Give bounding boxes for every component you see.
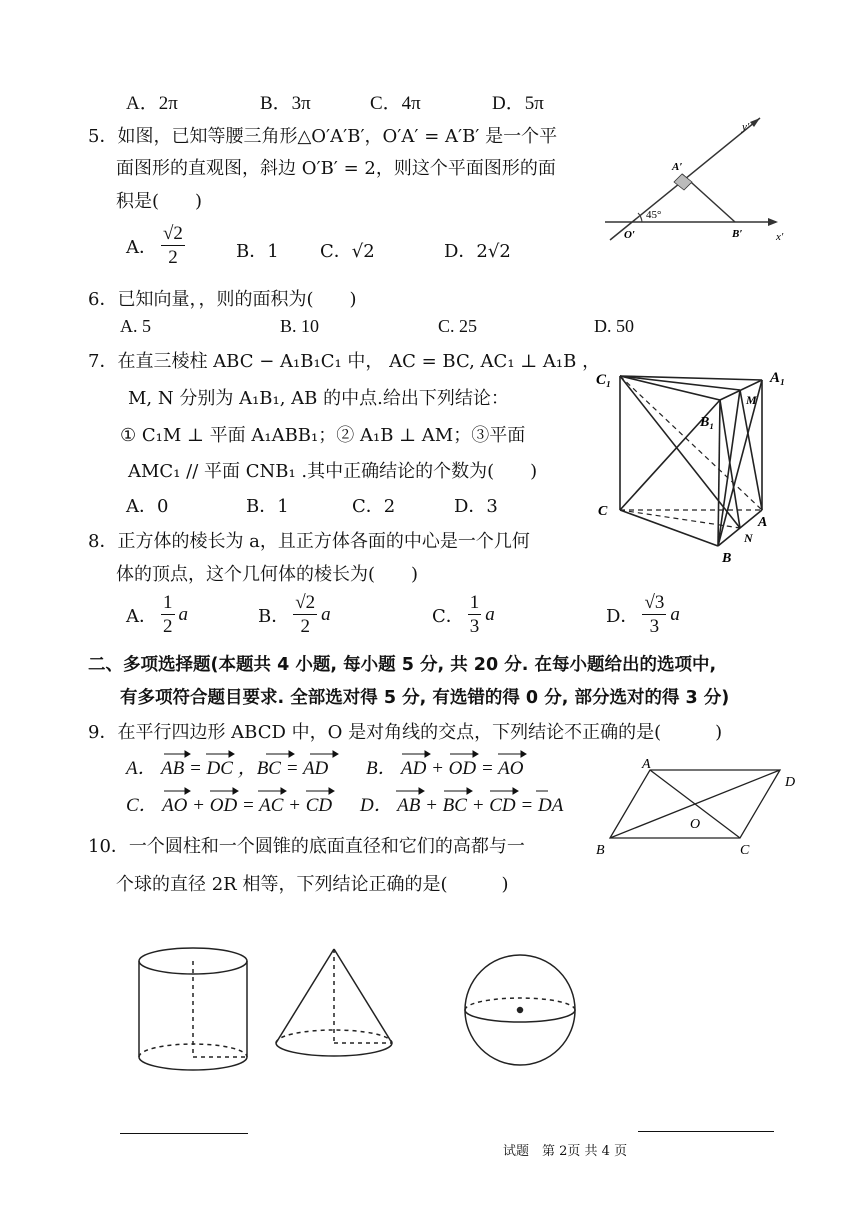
q9-option-c: C． AO + OD = AC + CD	[126, 795, 333, 816]
q5-option-a-label: A．	[126, 236, 157, 258]
q8-option-d-denominator: 3	[649, 616, 660, 637]
q8-option-b-denominator: 2	[300, 616, 310, 637]
q4-option-d: D．5π	[492, 93, 544, 114]
label-c: C	[740, 843, 750, 858]
label-a: A	[758, 515, 768, 530]
q6-option-c: C. 25	[438, 316, 478, 336]
q8-option-b-numerator: √2	[295, 592, 316, 613]
label-c: C	[598, 504, 608, 519]
edge-cb	[620, 510, 718, 546]
label-m: M	[746, 393, 757, 407]
q8-option-d-numerator: √3	[644, 592, 665, 613]
q9-vector-arrows-row-1	[160, 748, 540, 760]
section-2-heading-line-1: 二、多项选择题(本题共 4 小题, 每小题 5 分, 共 20 分. 在每小题给出的选项中,	[88, 655, 717, 675]
q8-option-c	[432, 593, 495, 636]
q10-line-2: 个球的直径 2R 相等，下列结论正确的是( )	[116, 874, 509, 895]
footer-rule-left	[120, 1133, 248, 1134]
q4-option-b: B．3π	[260, 93, 311, 114]
label-o: O′	[624, 229, 636, 241]
q9-option-d: D． AB + BC + CD = DA	[360, 795, 564, 816]
q9-option-b: B． AD + OD = AO	[366, 758, 524, 779]
q8-line-1: 8．正方体的棱长为 a，且正方体各面的中心是一个几何	[88, 531, 530, 552]
q8-option-a-variable: a	[178, 603, 188, 625]
q8-option-c-denominator: 3	[469, 616, 480, 637]
q8-option-a	[126, 593, 188, 636]
edge-bb1	[718, 400, 720, 546]
q10-solids-figure	[120, 935, 590, 1075]
q8-option-b-label: B．	[258, 605, 290, 627]
q5-option-d: D．2√2	[444, 241, 511, 262]
footer-rule-right	[638, 1131, 774, 1132]
q9-parallelogram-figure	[590, 758, 805, 858]
label-c1: C₁	[596, 372, 612, 388]
label-n: N	[744, 531, 753, 545]
label-a: A	[642, 758, 651, 772]
q5-line-3: 积是( )	[116, 191, 203, 212]
q6-option-a: A. 5	[120, 316, 151, 336]
q8-option-a-numerator: 1	[163, 592, 173, 613]
q10-line-1: 10．一个圆柱和一个圆锥的底面直径和它们的高都与一	[88, 836, 525, 857]
q5-option-b: B．1	[236, 241, 279, 262]
q9-vector-arrows-row-2	[160, 785, 550, 797]
q7-option-a: A．0	[126, 496, 169, 517]
q5-option-a-denominator: 2	[168, 247, 178, 268]
q8-option-d-label: D．	[606, 605, 639, 627]
q5-option-c: C．√2	[320, 241, 375, 262]
q8-option-c-numerator: 1	[469, 592, 480, 613]
q4-option-a: A．2π	[126, 93, 178, 114]
q8-option-c-variable: a	[485, 603, 495, 625]
q4-option-c: C．4π	[370, 93, 421, 114]
page-footer: 试题 第 2页 共 4 页	[503, 1144, 628, 1159]
q5-option-a-numerator: √2	[163, 223, 183, 244]
q9-option-a: A． AB = DC ，BC = AD	[126, 758, 329, 779]
section-2-heading-line-2: 有多项符合题目要求. 全部选对得 5 分, 有选错的得 0 分, 部分选对的得 3 分)	[120, 688, 730, 708]
label-b: B	[596, 843, 605, 858]
q8-option-d	[606, 593, 680, 636]
q8-option-c-label: C．	[432, 605, 464, 627]
q6-option-d: D. 50	[594, 316, 634, 336]
q8-option-d-variable: a	[670, 603, 680, 625]
q5-line-2: 面图形的直观图，斜边 O′B′ = 2，则这个平面图形的面	[116, 158, 556, 179]
q5-line-1: 5．如图，已知等腰三角形△O′A′B′，O′A′ = A′B′ 是一个平	[88, 126, 558, 147]
q8-option-a-label: A．	[126, 605, 157, 627]
q7-line-4: AMC₁ // 平面 CNB₁ .其中正确结论的个数为( )	[128, 461, 538, 482]
q8-line-2: 体的顶点，这个几何体的棱长为( )	[116, 564, 419, 585]
label-d: D	[785, 775, 796, 790]
q9-line-1: 9．在平行四边形 ABCD 中，O 是对角线的交点，下列结论不正确的是( )	[88, 722, 723, 743]
q7-option-d: D．3	[454, 496, 498, 517]
label-x: x′	[776, 231, 784, 243]
q8-option-a-denominator: 2	[163, 616, 173, 637]
label-b: B′	[732, 228, 743, 240]
q5-option-a	[126, 224, 189, 267]
q6-line-1: 6．已知向量，，则的面积为( )	[88, 289, 357, 310]
q7-option-c: C．2	[352, 496, 396, 517]
q5-figure	[600, 110, 800, 250]
cylinder	[139, 948, 247, 1070]
label-y: y′	[742, 121, 750, 133]
label-b: B	[722, 551, 732, 566]
label-b1: B₁	[700, 415, 715, 430]
q8-option-b-variable: a	[321, 603, 331, 625]
q6-option-b: B. 10	[280, 316, 320, 336]
q8-option-b	[258, 593, 331, 636]
q7-prism-figure	[590, 360, 800, 570]
label-a1: A₁	[770, 370, 786, 386]
label-o: O	[690, 817, 701, 832]
q7-line-1: 7．在直三棱柱 ABC − A₁B₁C₁ 中， AC = BC, AC₁ ⊥ A₁B ，	[88, 351, 601, 372]
label-angle: 45°	[646, 209, 662, 221]
label-a: A′	[672, 161, 683, 173]
cone	[276, 949, 392, 1056]
x-axis-arrow	[768, 218, 778, 226]
q7-line-3: ① C₁M ⊥ 平面 A₁ABB₁；② A₁B ⊥ AM；③平面	[120, 425, 526, 446]
sphere	[465, 955, 575, 1065]
q7-option-b: B．1	[246, 496, 289, 517]
q7-line-2: M, N 分别为 A₁B₁, AB 的中点.给出下列结论：	[128, 388, 509, 409]
